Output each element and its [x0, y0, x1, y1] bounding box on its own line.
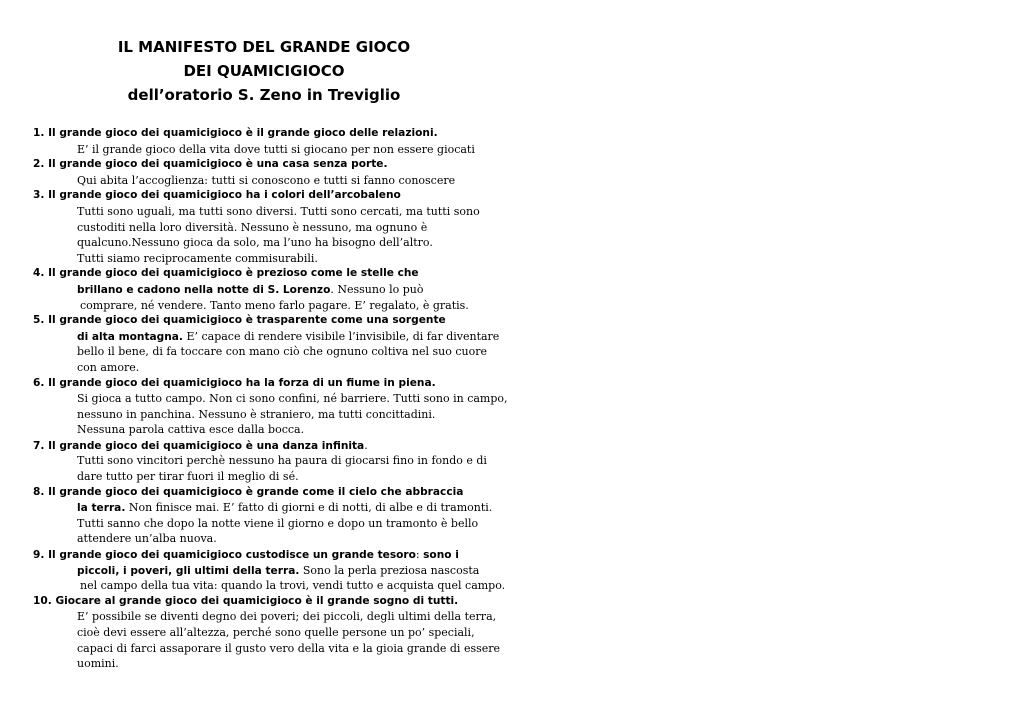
- item-body-line: qualcuno.Nessuno gioca da solo, ma l’uno ha bisogno dell’altro.: [77, 236, 433, 250]
- item-body-line: Nessuna parola cattiva esce dalla bocca.: [77, 423, 305, 437]
- manifesto-item-5: [33, 313, 503, 375]
- item-heading-continuation-line: [33, 563, 503, 579]
- item-body-line: attendere un’alba nuova.: [77, 532, 217, 546]
- item-heading: 2. Il grande gioco dei quamicigioco è una casa senza porte.: [33, 158, 388, 171]
- item-heading: 1. Il grande gioco dei quamicigioco è il grande gioco delle relazioni.: [33, 127, 438, 139]
- item-heading: 8. Il grande gioco dei quamicigioco è grande come il cielo che abbraccia: [33, 485, 464, 498]
- manifesto-item-10: [33, 594, 503, 672]
- item-body-line: dare tutto per tirar fuori il meglio di sé.: [77, 470, 299, 484]
- item-heading-continuation: di alta montagna.: [77, 330, 183, 343]
- manifesto-item-8: [33, 485, 503, 547]
- manifesto-list: [33, 126, 508, 672]
- item-heading-continuation: brillano e cadono nella notte di S. Lorenzo: [77, 283, 331, 296]
- item-body-line: custoditi nella loro diversità. Nessuno è nessuno, ma ognuno è: [77, 220, 428, 234]
- item-heading: 5. Il grande gioco dei quamicigioco è trasparente come una sorgente: [33, 314, 446, 327]
- item-heading-tail: :: [415, 548, 424, 562]
- item-body-line: Tutti sono uguali, ma tutti sono diversi. Tutti sono cercati, ma tutti sono: [77, 204, 480, 218]
- item-heading: 9. Il grande gioco dei quamicigioco custodisce un grande tesoro: [33, 549, 416, 562]
- item-heading: 4. Il grande gioco dei quamicigioco è prezioso come le stelle che: [33, 267, 419, 280]
- item-body-line: E’ il grande gioco della vita dove tutti si giocano per non essere giocati: [77, 142, 475, 156]
- title-line-2: DEI QUAMICIGIOCO: [183, 62, 345, 80]
- item-heading-continuation: la terra.: [77, 502, 126, 515]
- item-body-line: cioè devi essere all’altezza, perché sono quelle persone un po’ speciali,: [77, 626, 475, 639]
- item-heading-tail-bold: sono i: [423, 549, 459, 562]
- item-body-line: Si gioca a tutto campo. Non ci sono confini, né barriere. Tutti sono in campo,: [77, 392, 508, 406]
- item-heading-continuation: piccoli, i poveri, gli ultimi della terra.: [77, 564, 300, 577]
- item-heading-line: [33, 547, 503, 563]
- item-inline-text: Non finisce mai. E’ fatto di giorni e di notti, di albe e di tramonti.: [125, 501, 493, 515]
- item-inline-text: E’ capace di rendere visibile l’invisibile, di far diventare: [182, 329, 500, 343]
- item-body-line: Tutti sanno che dopo la notte viene il giorno e dopo un tramonto è bello: [77, 516, 479, 530]
- item-body-line: bello il bene, di fa toccare con mano ciò che ognuno coltiva nel suo cuore: [77, 345, 487, 359]
- item-heading-continuation-line: [33, 329, 503, 345]
- item-heading: 6. Il grande gioco dei quamicigioco ha la forza di un fiume in piena.: [33, 376, 436, 389]
- item-body-line: nessuno in panchina. Nessuno è straniero, ma tutti concittadini.: [77, 407, 436, 421]
- item-body-line: nel campo della tua vita: quando la trovi, vendi tutto e acquista quel campo.: [80, 579, 506, 593]
- manifesto-item-3: [33, 188, 503, 266]
- item-body-line: E’ possibile se diventi degno dei poveri; dei piccoli, degli ultimi della terra,: [77, 610, 497, 624]
- item-inline-text: . Nessuno lo può: [330, 282, 424, 296]
- item-body-line: capaci di farci assaporare il gusto vero della vita e la gioia grande di essere: [77, 641, 501, 655]
- title-line-1: IL MANIFESTO DEL GRANDE GIOCO: [117, 38, 411, 56]
- item-heading-line: [33, 438, 503, 454]
- item-heading: 10. Giocare al grande gioco dei quamicigioco è il grande sogno di tutti.: [33, 594, 459, 607]
- item-heading-tail: .: [364, 438, 368, 452]
- manifesto-item-4: [33, 266, 503, 313]
- item-body-line: Tutti sono vincitori perchè nessuno ha paura di giocarsi fino in fondo e di: [77, 454, 487, 468]
- item-heading-continuation-line: [33, 500, 503, 516]
- manifesto-item-9: [33, 547, 506, 594]
- item-body-line: Qui abita l’accoglienza: tutti si conoscono e tutti si fanno conoscere: [77, 173, 456, 187]
- manifesto-item-6: [33, 376, 508, 438]
- item-body-line: con amore.: [77, 360, 140, 374]
- item-body-line: comprare, né vendere. Tanto meno farlo pagare. E’ regalato, è gratis.: [80, 298, 469, 312]
- manifesto-item-2: [33, 157, 503, 188]
- item-heading: 3. Il grande gioco dei quamicigioco ha i colori dell’arcobaleno: [33, 189, 401, 202]
- manifesto-item-1: [33, 126, 503, 157]
- item-body-line: uomini.: [77, 657, 119, 671]
- item-inline-text: Sono la perla preziosa nascosta: [299, 563, 480, 577]
- item-body-line: Tutti siamo reciprocamente commisurabili.: [77, 251, 318, 265]
- item-heading-continuation-line: [33, 282, 503, 298]
- title-line-3: dell’oratorio S. Zeno in Treviglio: [127, 86, 401, 104]
- manifesto-item-7: [33, 438, 503, 485]
- item-heading: 7. Il grande gioco dei quamicigioco è una danza infinita: [33, 439, 365, 452]
